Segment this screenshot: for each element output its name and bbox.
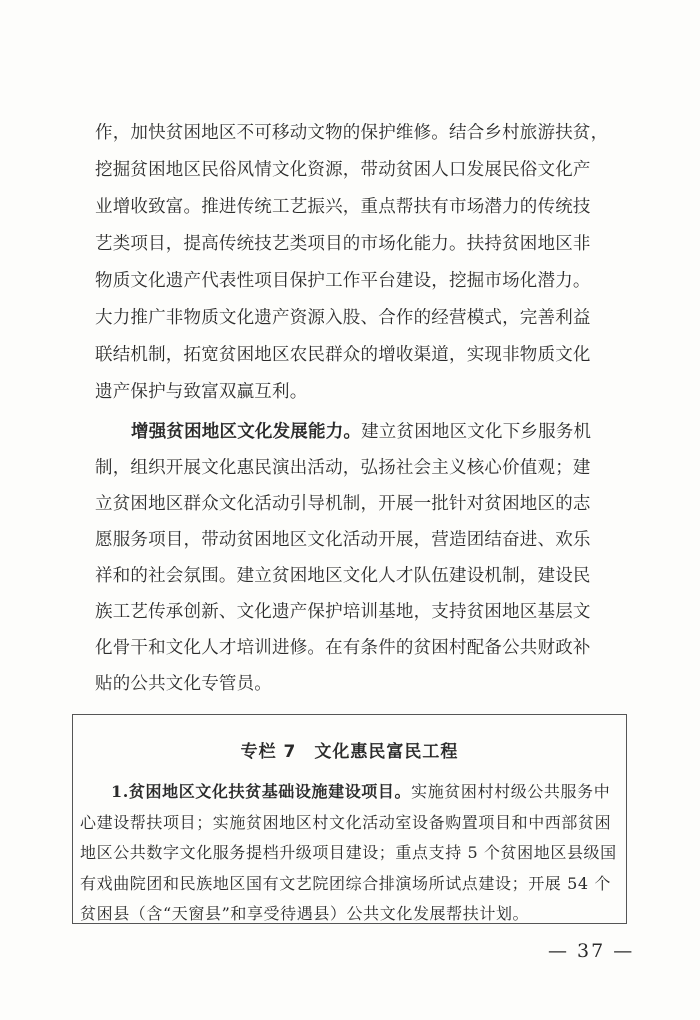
text-line: 贴的公共文化专管员。	[95, 674, 272, 694]
item-heading: 1.贫困地区文化扶贫基础设施建设项目。	[111, 782, 412, 801]
text-line: 制，组织开展文化惠民演出活动，弘扬社会主义核心价值观；建	[95, 458, 591, 478]
text-line: 愿服务项目，带动贫困地区文化活动开展，营造团结奋进、欢乐	[95, 530, 591, 550]
text-line: 遗产保护与致富双赢互利。	[95, 382, 308, 402]
box-text-line: 贫困县（含“天窗县”和享受待遇县）公共文化发展帮扶计划。	[80, 904, 530, 923]
text-segment: 实施贫困村村级公共服务中	[411, 782, 611, 801]
box-text-line: 有戏曲院团和民族地区国有文艺院团综合排演场所试点建设；开展 54 个	[80, 874, 611, 893]
text-line: 立贫困地区群众文化活动引导机制，开展一批针对贫困地区的志	[95, 494, 591, 514]
box-text-line: 心建设帮扶项目；实施贫困地区村文化活动室设备购置项目和中西部贫困	[80, 813, 612, 832]
text-line: 化骨干和文化人才培训进修。在有条件的贫困村配备公共财政补	[95, 638, 591, 658]
text-line: 大力推广非物质文化遗产资源入股、合作的经营模式，完善利益	[95, 308, 591, 328]
text-line: 联结机制，拓宽贫困地区农民群众的增收渠道，实现非物质文化	[95, 345, 591, 365]
text-line: 挖掘贫困地区民俗风情文化资源，带动贫困人口发展民俗文化产	[95, 160, 591, 180]
box-text-line: 地区公共数字文化服务提档升级项目建设；重点支持 5 个贫困地区县级国	[80, 843, 617, 862]
text-line: 艺类项目，提高传统技艺类项目的市场化能力。扶持贫困地区非	[95, 234, 591, 254]
box-title: 专栏 7 文化惠民富民工程	[240, 742, 459, 762]
text-line: 作，加快贫困地区不可移动文物的保护维修。结合乡村旅游扶贫，	[95, 123, 609, 143]
text-line: 族工艺传承创新、文化遗产保护培训基地，支持贫困地区基层文	[95, 602, 591, 622]
text-line: 物质文化遗产代表性项目保护工作平台建设，挖掘市场化潜力。	[95, 271, 591, 291]
paragraph-heading: 增强贫困地区文化发展能力。	[131, 422, 362, 442]
text-line	[131, 421, 591, 443]
text-line: 祥和的社会氛围。建立贫困地区文化人才队伍建设机制，建设民	[95, 566, 591, 586]
text-segment: 建立贫困地区文化下乡服务机	[361, 422, 592, 442]
page-number: — 37 —	[548, 940, 635, 962]
sidebar-box	[72, 714, 627, 924]
text-line: 业增收致富。推进传统工艺振兴，重点帮扶有市场潜力的传统技	[95, 197, 591, 217]
box-text-line	[111, 781, 610, 803]
